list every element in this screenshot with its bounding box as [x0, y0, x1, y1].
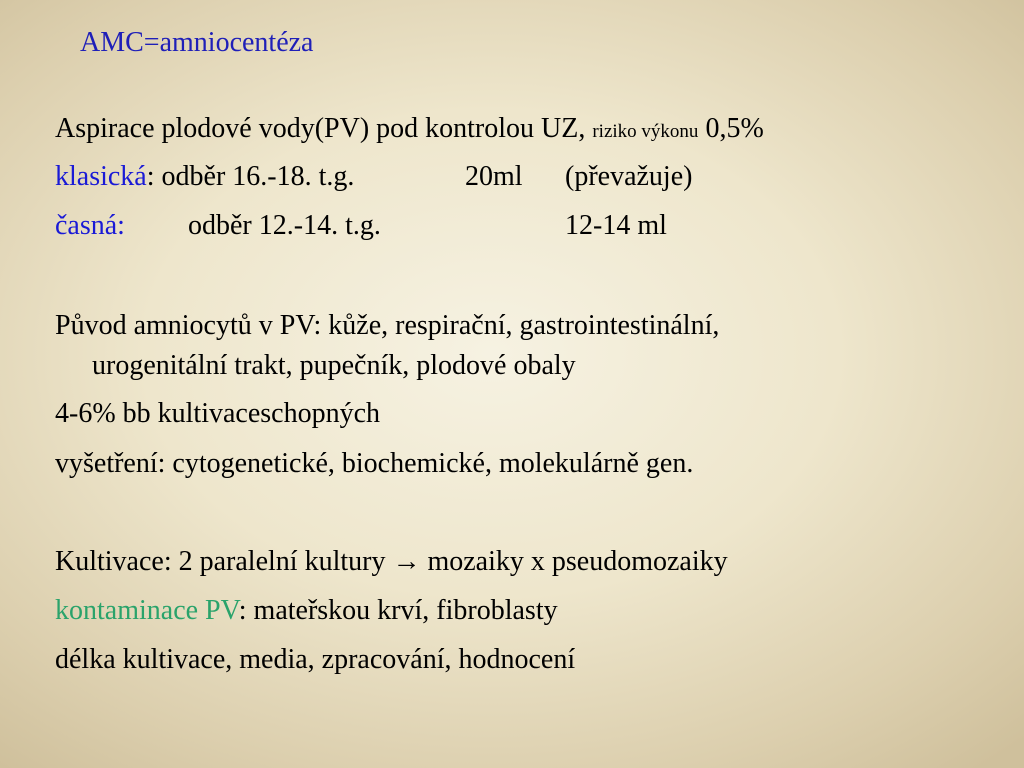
text-line-puvod-cont: urogenitální trakt, pupečník, plodové obaly [92, 350, 576, 381]
casna-volume: 12-14 ml [565, 210, 667, 241]
riziko-text: riziko výkonu [592, 121, 699, 142]
klasicka-colon: : [146, 161, 155, 192]
text-line-puvod: Původ amniocytů v PV: kůže, respirační, gastrointestinální, [55, 310, 720, 341]
text-line-vysetreni: vyšetření: cytogenetické, biochemické, molekulárně gen. [55, 448, 694, 479]
klasicka-label: klasická [55, 161, 147, 192]
text-line-kultivace [55, 545, 728, 579]
arrow-right-icon: → [392, 546, 421, 577]
slide-title: AMC=amniocentéza [80, 27, 314, 58]
klasicka-volume: 20ml [465, 161, 523, 192]
casna-label: časná: [55, 210, 125, 241]
text-line-delka: délka kultivace, media, zpracování, hodnocení [55, 644, 576, 675]
klasicka-text: odběr 16.-18. t.g. [154, 161, 355, 192]
text-line-klasicka [55, 160, 955, 194]
text-line-kultivaceschopnych: 4-6% bb kultivaceschopných [55, 398, 381, 429]
text-line-aspirace [55, 112, 764, 149]
casna-text: odběr 12.-14. t.g. [188, 210, 381, 241]
text-line-casna [55, 209, 955, 243]
kontaminace-text: : mateřskou krví, fibroblasty [238, 595, 558, 626]
text-line-kontaminace [55, 594, 558, 628]
kultivace-text-b: mozaiky x pseudomozaiky [420, 546, 728, 577]
klasicka-note: (převažuje) [565, 161, 693, 192]
risk-value: 0,5% [698, 113, 764, 144]
aspirace-text: Aspirace plodové vody(PV) pod kontrolou UZ, [55, 113, 593, 144]
kontaminace-label: kontaminace PV [55, 595, 239, 626]
kultivace-text-a: Kultivace: 2 paralelní kultury [55, 546, 393, 577]
